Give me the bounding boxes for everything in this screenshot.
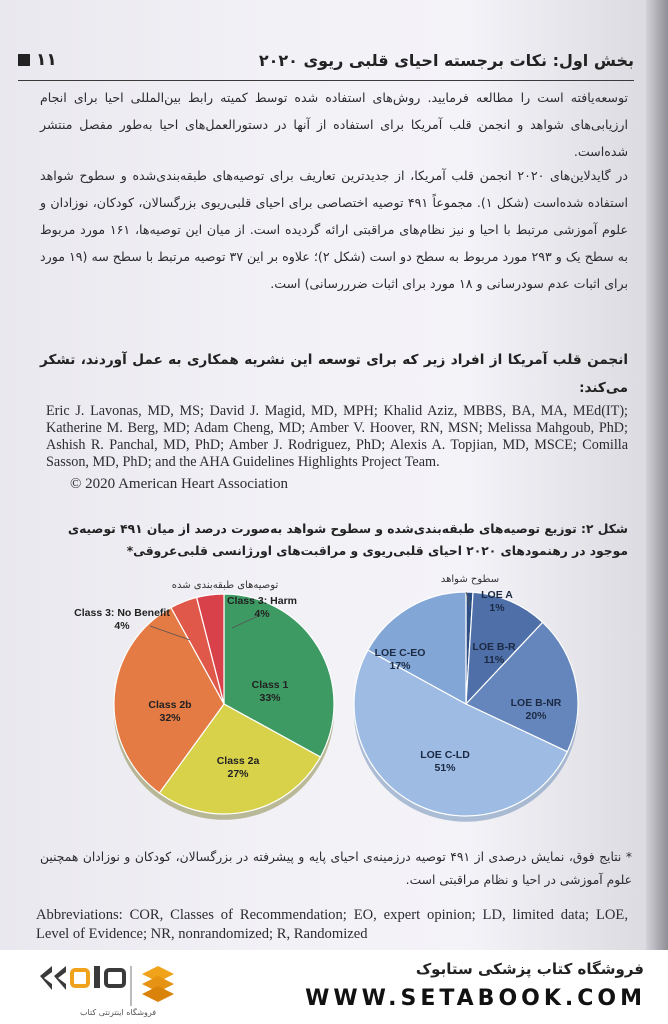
square-icon: [18, 54, 30, 66]
acknowledgement-text: انجمن قلب آمریکا از افراد زیر که برای توسعه این نشریه همکاری به عمل آوردند، تشکر می‌کند:: [40, 352, 628, 396]
label-loe-loe-b-r: LOE B-R: [472, 641, 516, 653]
acknowledgement-heading: [40, 346, 628, 402]
pie-classes: [114, 594, 334, 820]
abbreviations: Abbreviations: COR, Classes of Recommendation; EO, expert opinion; LD, limited data; LOE, Level of Evidence; NR, nonrandomized; R, Randomized: [36, 907, 628, 942]
label-loe-loe-c-ld: LOE C-LD: [420, 749, 470, 761]
value-loe-loe-a: 1%: [489, 602, 505, 614]
value-class-3-no-benefit: 4%: [114, 620, 130, 632]
value-loe-loe-b-nr: 20%: [525, 710, 547, 722]
value-class-1: 33%: [259, 692, 281, 704]
label-class-2b: Class 2b: [148, 699, 192, 711]
shop-url[interactable]: WWW.SETABOOK.COM: [305, 986, 646, 1011]
chapter-title: بخش اول: نکات برجسته احیای قلبی ریوی ۲۰۲۰: [258, 50, 634, 70]
figure-caption: شکل ۲: توزیع توصیه‌های طبقه‌بندی‌شده و سطوح شواهد به‌صورت درصد از میان ۴۹۱ توصیه‌ی موجود در رهنمودهای ۲۰۲۰ احیای قلبی‌ریوی و مراقبت‌های اورژانسی قلبی‌عروقی*: [67, 522, 628, 558]
page-number: [18, 50, 57, 70]
chart-title-classes: توصیه‌های طبقه‌بندی شده: [171, 580, 279, 591]
value-class-2b: 32%: [159, 712, 181, 724]
label-loe-loe-b-nr: LOE B-NR: [510, 697, 562, 709]
value-loe-loe-c-ld: 51%: [434, 762, 456, 774]
page-number-text: ۱۱: [36, 50, 57, 70]
chart-title-loe: سطوح شواهد: [440, 574, 500, 585]
label-class-1: Class 1: [251, 679, 289, 691]
paragraph-2-text: در گایدلاین‌های ۲۰۲۰ انجمن قلب آمریکا، از جدیدترین تعاریف برای توصیه‌های طبقه‌بندی‌شده و سطوح شواهد استفاده شده‌است (شکل ۱). مجموعاً ۴۹۱ توصیه اختصاصی برای احیای قلبی‌ریوی بزرگسالان، کودکان، نوزادان و علوم آموزشی مرتبط با احیا و نیز نظام‌های مراقبتی ارائه گردیده است. از میان این توصیه‌ها، ۱۶۱ مورد مربوط به سطح یک و ۲۹۳ مورد مربوط به سطح دو است (شکل ۲)؛ علاوه بر این ۳۷ توصیه مرتبط با سطح سه (۱۹ مورد برای اثبات عدم سودرسانی و ۱۸ مورد برای اثبات ضرررسانی) است.: [40, 168, 628, 291]
label-loe-loe-c-eo: LOE C-EO: [374, 647, 426, 659]
label-class-3-no-benefit: Class 3: No Benefit: [74, 607, 170, 619]
label-class-2a: Class 2a: [216, 755, 260, 767]
footnote: * نتایج فوق، نمایش درصدی از ۴۹۱ توصیه درزمینه‌ی احیای پایه و پیشرفته در بزرگسالان، کودکان و نوزادان همچنین علوم آموزشی در احیا و نظام مراقبتی است.: [40, 850, 632, 887]
value-class-3-harm: 4%: [254, 608, 270, 620]
page-header: [18, 40, 634, 81]
shop-name: فروشگاه کتاب پزشکی ستابوک: [415, 960, 644, 978]
author-list: Eric J. Lavonas, MD, MS; David J. Magid, MD, MPH; Khalid Aziz, MBBS, BA, MA, MEd(IT); Katherine M. Berg, MD; Adam Cheng, MD; Amber V. Hoover, RN, MSN; Melissa Mahgoub, PhD; Ashish R. Panchal, MD, PhD; Amber J. Rodriguez, PhD; Alexis A. Topjian, MD, MSCE; Comilla Sasson, MD, PhD; and the AHA Guidelines Highlights Project Team.: [46, 403, 628, 470]
logo-caption: فروشگاه اینترنتی کتاب: [80, 1008, 157, 1017]
value-loe-loe-b-r: 11%: [483, 654, 505, 666]
copyright: © 2020 American Heart Association: [70, 476, 289, 492]
value-loe-loe-c-eo: 17%: [389, 660, 411, 672]
label-class-3-harm: Class 3: Harm: [226, 595, 298, 607]
footer-banner: [0, 950, 668, 1024]
paragraph-1-text: توسعه‌یافته است را مطالعه فرمایید. روش‌های استفاده شده توسط کمیته رابط بین‌المللی احیا برای انجام ارزیابی‌های شواهد و انجمن قلب آمریکا برای استفاده از آنها در دستورالعمل‌های احیا به‌طور مفصل منتشر شده‌است.: [40, 90, 628, 159]
paragraph-1: [40, 84, 628, 165]
label-loe-loe-a: LOE A: [481, 589, 513, 601]
paragraph-2: [40, 162, 628, 297]
pie-charts: [0, 574, 668, 842]
value-class-2a: 27%: [227, 768, 249, 780]
